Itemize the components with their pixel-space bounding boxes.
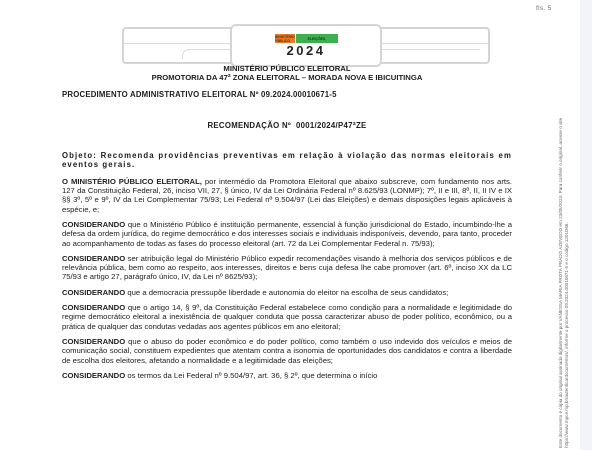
logo-wordmark-row	[275, 34, 338, 43]
recommendation-title: RECOMENDAÇÃO Nº 0001/2024/P47ªZE	[207, 121, 367, 130]
folio-number: fls. 5	[536, 5, 552, 12]
paragraph-text: que o Ministério Público é instituição permanente, essencial à função jurisdicional do Estado, incumbindo-lhe a defesa da ordem jurídica, do regime democrático e dos interesses sociais e individuais indisponíveis, devendo, para tanto, proceder ao acompanhamento de todas as fases do processo eleitoral (art. 72 da Lei Complementar Federal n. 75/93);	[62, 220, 512, 248]
paragraph-text: os termos da Lei Federal nº 9.504/97, art. 36, § 2º, que determina o início	[125, 370, 378, 380]
procedure-number: PROCEDIMENTO ADMINISTRATIVO ELEITORAL Nº 09.2024.00010671-5	[62, 90, 337, 99]
paragraph-lead: O MINISTÉRIO PÚBLICO ELEITORAL,	[62, 176, 202, 186]
logo-year-2024: 2024	[286, 43, 326, 58]
logo-orange-block: MINISTÉRIO PÚBLICO	[274, 34, 295, 43]
objeto-paragraph: Objeto: Recomenda providências preventivas em relação à violação das normas eleitorais em eventos gerais.	[62, 151, 512, 170]
org-name: MINISTÉRIO PÚBLICO ELEITORAL	[223, 64, 351, 73]
letterhead-banner	[122, 27, 490, 64]
org-unit: PROMOTORIA DA 47ª ZONA ELEITORAL – MORADA NOVA E IBICUITINGA	[151, 73, 423, 82]
paragraph-lead: CONSIDERANDO	[62, 287, 126, 297]
document-body	[62, 151, 512, 386]
paragraph-text: que a democracia pressupõe liberdade e autonomia do eleitor na escolha de seus candidatos;	[125, 287, 449, 297]
paragraph-considerando-1	[62, 220, 512, 248]
paragraph-considerando-6	[62, 371, 512, 380]
paragraph-considerando-5	[62, 337, 512, 365]
paragraph-lead: CONSIDERANDO	[62, 336, 126, 346]
paragraph-considerando-3	[62, 288, 512, 297]
paragraph-text: que o artigo 14, § 9º, da Constituição Federal estabelece como condição para a normalidade e legitimidade do regime democrático eleitoral a inexistência de qualquer conduta que possa caracterizar abuso de poder político, econômico, ou a prática de qualquer das condutas vedadas aos agentes públicos em ano eleitoral;	[62, 303, 512, 331]
paragraph-intro	[62, 177, 512, 214]
mp-eleitoral-logo	[230, 24, 382, 67]
logo-green-block: ELEIÇÕES	[296, 34, 338, 43]
paragraph-text: que o abuso do poder econômico e do poder político, como também o uso indevido dos veículos e meios de comunicação social, constituem expedientes que atentam contra a isonomia de oportunidades dos candidatos e contra a liberdade de escolha dos eleitores, afetando a normalidade e a legitimidade das eleições;	[62, 336, 512, 365]
paragraph-considerando-4	[62, 303, 512, 331]
paragraph-text: ser atribuição legal do Ministério Público expedir recomendações visando à melhoria dos serviços públicos e de relevância pública, bem como ao respeito, aos interesses, direitos e bens cuja defesa lhe cabe promover (art. 6º, inciso XX da LC 75/93 e artigo 27, parágrafo único, IV, da Lei nº 8625/93);	[62, 253, 512, 282]
paragraph-lead: CONSIDERANDO	[62, 220, 126, 229]
paragraph-considerando-2	[62, 254, 512, 282]
stamp-line-2: https://www.mpce.mp.br/autenticardocumentos/, informe o processo 09.2024.00010671-5 e o código 1201D66.	[563, 222, 569, 448]
digital-signature-stamp	[558, 117, 570, 448]
paragraph-lead: CONSIDERANDO	[62, 303, 126, 313]
page-edge-shadow	[580, 0, 592, 450]
paragraph-lead: CONSIDERANDO	[62, 253, 126, 263]
paragraph-lead: CONSIDERANDO	[62, 370, 126, 380]
stamp-line-1: Este documento é cópia do original assinado digitalmente por VANESSA MARIA FROTA PRADO AZEVEDO em 23/05/2024. Para conferir o original, acesse o site	[558, 117, 563, 448]
org-heading	[62, 64, 512, 82]
paragraph-text: por intermédio da Promotora Eleitoral que abaixo subscreve, com fundamento nos arts. 127 da Constituição Federal, 26, inciso VII, 27, § único, IV da Lei Ordinária Federal nº 8.625/93 (LONMP); 7º, II e III, 8º, II, II IV e IX §§ 3º, 5º e 9º, IV da Lei Complementar 75/93; Lei Federal nº 9.504/97 (Lei das Eleições) e demais disposições legais aplicáveis à espécie, e;	[62, 176, 512, 214]
